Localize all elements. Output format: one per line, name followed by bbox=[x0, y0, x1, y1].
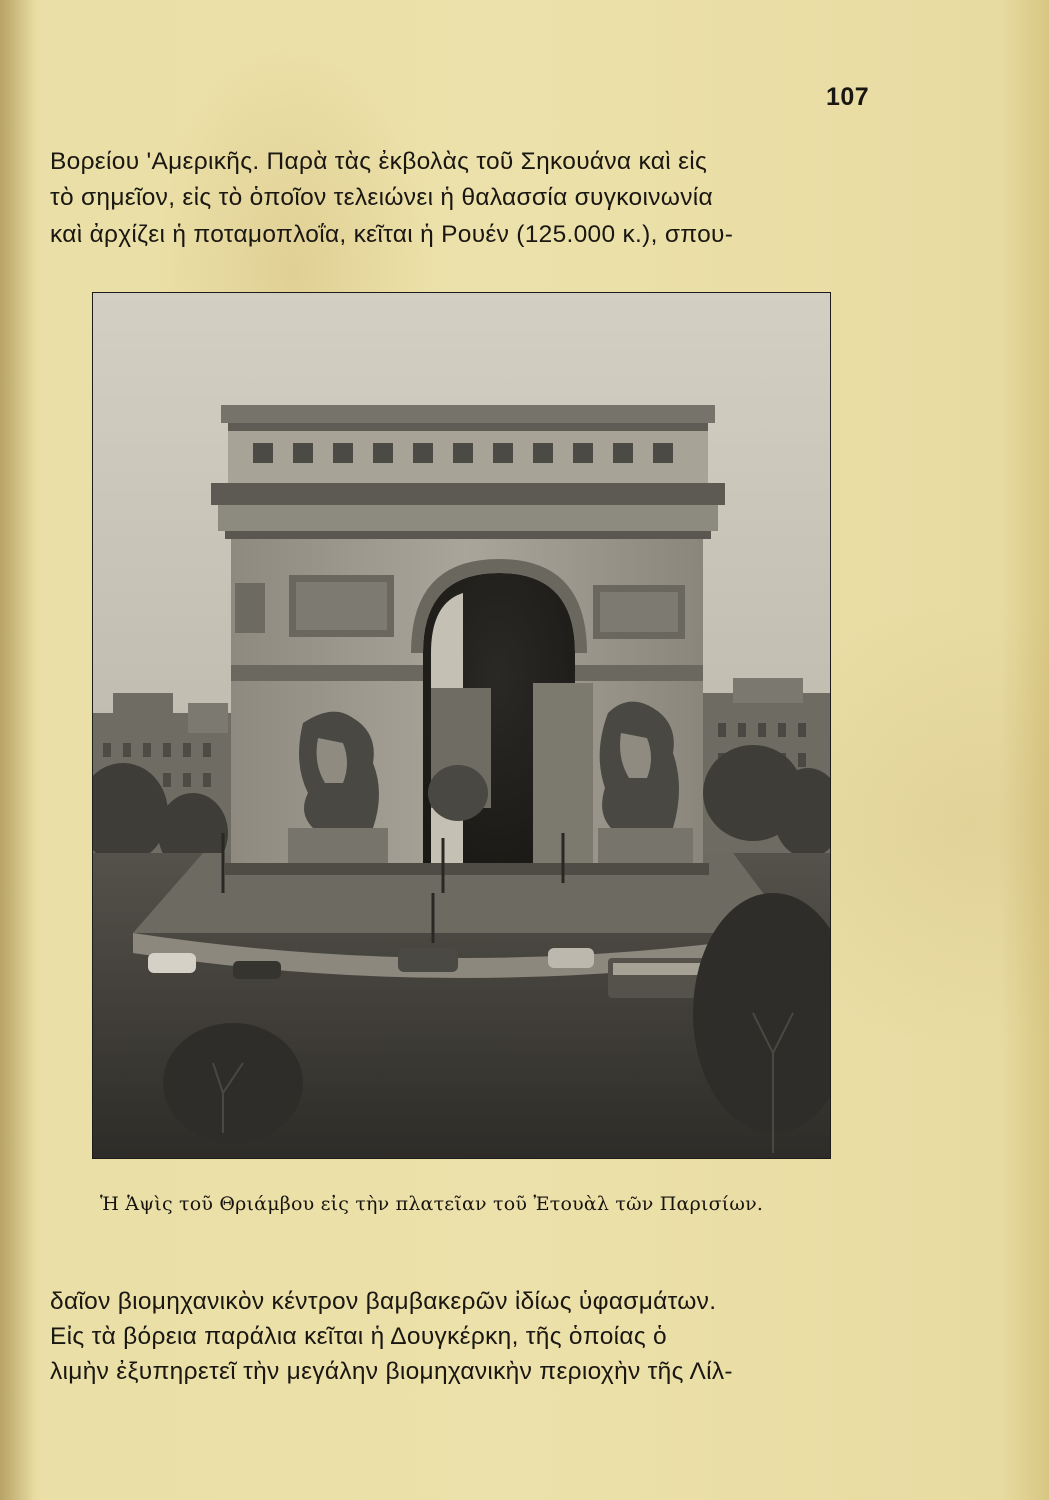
page-edge-shadow bbox=[0, 0, 34, 1500]
photo-drawing bbox=[93, 293, 830, 1158]
paragraph-line: λιμὴν ἐξυπηρετεῖ τὴν μεγάλην βιομηχανικὴν περιοχὴν τῆς Λίλ- bbox=[50, 1358, 733, 1385]
paragraph-line: Βορείου 'Αμερικῆς. Παρὰ τὰς ἐκβολὰς τοῦ Σηκουάνα καὶ εἰς bbox=[50, 148, 708, 175]
arc-de-triomphe-photo bbox=[92, 292, 831, 1159]
figure-caption: Ἡ Ἁψὶς τοῦ Θριάμβου εἰς τὴν πλατεῖαν τοῦ Ἐτουὰλ τῶν Παρισίων. bbox=[100, 1193, 764, 1215]
paragraph-line: Εἰς τὰ βόρεια παράλια κεῖται ἡ Δουγκέρκη, τῆς ὁποίας ὁ bbox=[50, 1323, 667, 1350]
arch bbox=[211, 405, 725, 875]
paragraph-line: καὶ ἀρχίζει ἡ ποταμοπλοΐα, κεῖται ἡ Ρουέν (125.000 κ.), σπου- bbox=[50, 221, 734, 248]
page-number: 107 bbox=[826, 83, 870, 111]
paragraph-line: δαῖον βιομηχανικὸν κέντρον βαμβακερῶν ἰδίως ὑφασμάτων. bbox=[50, 1288, 717, 1315]
paragraph-line: τὸ σημεῖον, εἰς τὸ ὁποῖον τελειώνει ἡ θαλασσία συγκοινωνία bbox=[50, 184, 713, 211]
